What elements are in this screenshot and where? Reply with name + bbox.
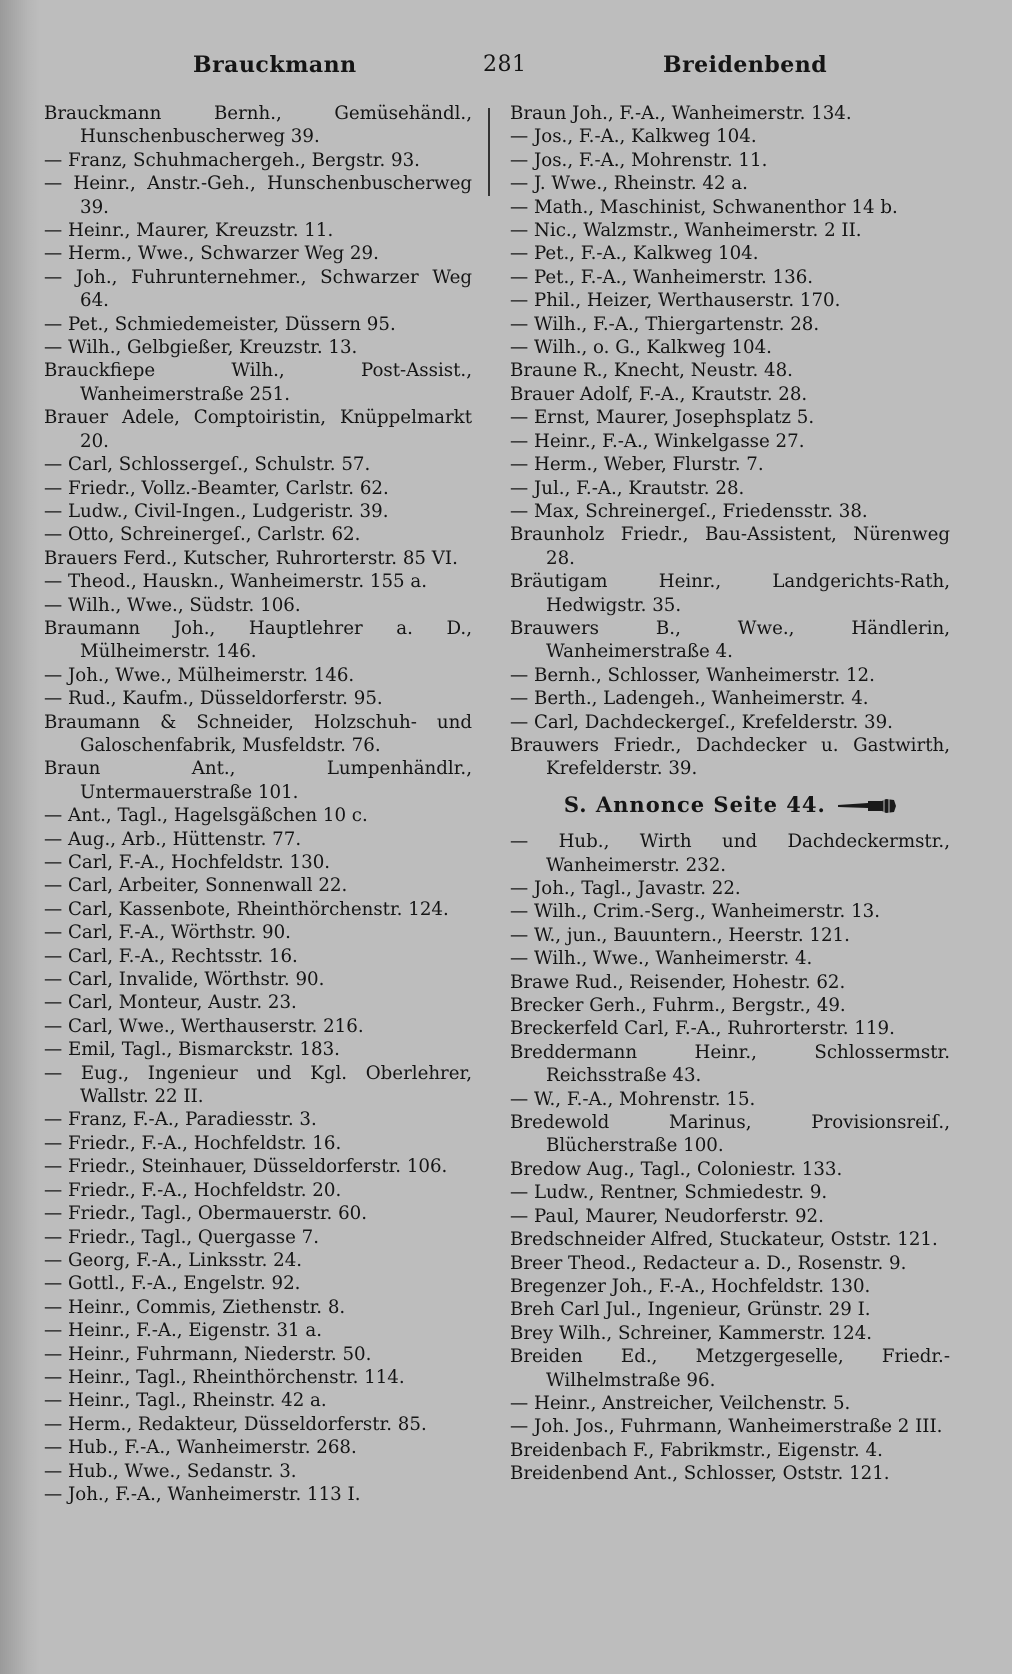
list-item: — Jos., F.-A., Mohrenstr. 11. [510, 149, 768, 171]
list-item: — Carl, Monteur, Austr. 23. [44, 992, 297, 1014]
list-item: Brauckfiepe Wilh., Post-Assist., Wanheimerstraße 251. [44, 360, 472, 405]
list-item: — Jos., F.-A., Kalkweg 104. [510, 126, 757, 148]
list-item: — Nic., Walzmstr., Wanheimerstr. 2 II. [510, 220, 862, 242]
list-item: — Wilh., o. G., Kalkweg 104. [510, 337, 772, 359]
list-item: Brey Wilh., Schreiner, Kammerstr. 124. [510, 1322, 873, 1344]
page-edge-shadow [0, 0, 40, 1674]
list-item: — Franz, F.-A., Paradiesstr. 3. [44, 1109, 317, 1131]
list-item: — Rud., Kaufm., Düsseldorferstr. 95. [44, 688, 383, 710]
list-item: — Heinr., Tagl., Rheinthörchenstr. 114. [44, 1366, 405, 1388]
list-item: — Friedr., Tagl., Obermauerstr. 60. [44, 1203, 368, 1225]
list-item: — Herm., Weber, Flurstr. 7. [510, 454, 764, 476]
list-item: — Pet., F.-A., Wanheimerstr. 136. [510, 266, 814, 288]
list-item: Breddermann Heinr., Schlossermstr. Reichsstraße 43. [510, 1041, 950, 1087]
list-item: — Carl, Kassenbote, Rheinthörchenstr. 124. [44, 898, 449, 920]
list-item: Braune R., Knecht, Neustr. 48. [510, 360, 793, 382]
list-item: — Heinr., Maurer, Kreuzstr. 11. [44, 220, 334, 242]
list-item: Braumann & Schneider, Holzschuh- und Galoschenfabrik, Musfeldstr. 76. [44, 711, 472, 756]
list-item: — Ernst, Maurer, Josephsplatz 5. [510, 407, 815, 429]
list-item: — Jul., F.-A., Krautstr. 28. [510, 477, 745, 499]
list-item: Bredewold Marinus, Provisionsreiſ., Blücherstraße 100. [510, 1112, 950, 1157]
notice-text: S. Annonce Seite 44. [563, 791, 826, 817]
list-item: Braun Ant., Lumpenhändlr., Untermauerstraße 101. [44, 758, 472, 803]
list-item: — Hub., Wirth und Dachdeckermstr., Wanheimerstr. 232. [510, 831, 950, 876]
list-item: Breidenbend Ant., Schlosser, Oststr. 121. [510, 1463, 890, 1485]
list-item: Brauer Adolf, F.-A., Krautstr. 28. [510, 383, 808, 405]
list-item: — Math., Maschinist, Schwanenthor 14 b. [510, 196, 898, 218]
list-item: — Max, Schreinergeſ., Friedensstr. 38. [510, 500, 868, 522]
list-item: — Ludw., Rentner, Schmiedestr. 9. [510, 1182, 828, 1204]
list-item: — Berth., Ladengeh., Wanheimerstr. 4. [510, 688, 869, 710]
list-item: — Carl, Arbeiter, Sonnenwall 22. [44, 875, 348, 897]
column-divider [488, 108, 490, 196]
list-item: — Aug., Arb., Hüttenstr. 77. [44, 828, 302, 850]
list-item: — Eug., Ingenieur und Kgl. Oberlehrer, Wallstr. 22 II. [44, 1062, 472, 1108]
list-item: — Gottl., F.-A., Engelstr. 92. [44, 1273, 301, 1295]
list-item: — Heinr., Fuhrmann, Niederstr. 50. [44, 1343, 372, 1365]
list-item: — Carl, F.-A., Wörthstr. 90. [44, 922, 291, 944]
right-column [510, 102, 950, 1486]
list-item: — Wilh., Gelbgießer, Kreuzstr. 13. [44, 337, 358, 359]
list-item: Brecker Gerh., Fuhrm., Bergstr., 49. [510, 995, 846, 1017]
list-item: Braun Joh., F.-A., Wanheimerstr. 134. [510, 103, 852, 124]
list-item: — Franz, Schuhmachergeh., Bergstr. 93. [44, 149, 420, 171]
list-item: — Wilh., Wwe., Südstr. 106. [44, 594, 301, 616]
list-item: Braunholz Friedr., Bau-Assistent, Nürenweg 28. [510, 524, 950, 569]
header-right-word: Breidenbend [663, 52, 828, 78]
list-item: Bredschneider Alfred, Stuckateur, Oststr. 121. [510, 1229, 938, 1251]
list-item: — Carl, F.-A., Hochfeldstr. 130. [44, 852, 331, 873]
list-item: — W., jun., Bauuntern., Heerstr. 121. [510, 924, 850, 946]
list-item: Braumann Joh., Hauptlehrer a. D., Mülheimerstr. 146. [44, 617, 472, 663]
list-item: — Paul, Maurer, Neudorferstr. 92. [510, 1205, 824, 1227]
list-item: — Hub., Wwe., Sedanstr. 3. [44, 1460, 297, 1482]
list-item: — Heinr., F.-A., Winkelgasse 27. [510, 430, 805, 452]
header-left-word: Brauckmann [193, 52, 357, 78]
list-item: Breiden Ed., Metzgergeselle, Friedr.-Wilhelmstraße 96. [510, 1346, 950, 1391]
list-item: Brawe Rud., Reisender, Hohestr. 62. [510, 971, 846, 993]
list-item: — Friedr., Tagl., Quergasse 7. [44, 1226, 320, 1248]
list-item: — Herm., Wwe., Schwarzer Weg 29. [44, 243, 379, 265]
list-item: — Bernh., Schlosser, Wanheimerstr. 12. [510, 664, 875, 686]
list-item: — Ludw., Civil-Ingen., Ludgeristr. 39. [44, 500, 389, 522]
list-item: Bredow Aug., Tagl., Coloniestr. 133. [510, 1158, 843, 1180]
list-item: Breer Theod., Redacteur a. D., Rosenstr. 9. [510, 1252, 907, 1274]
list-item: — Joh., Tagl., Javastr. 22. [510, 878, 741, 899]
list-item: — Joh., F.-A., Wanheimerstr. 113 I. [44, 1483, 361, 1505]
list-item: — Joh. Jos., Fuhrmann, Wanheimerstraße 2 III. [510, 1416, 943, 1438]
list-item: — Carl, Wwe., Werthauserstr. 216. [44, 1015, 364, 1037]
list-item: — W., F.-A., Mohrenstr. 15. [510, 1088, 756, 1110]
list-item: — Heinr., Tagl., Rheinstr. 42 a. [44, 1390, 327, 1412]
list-item: Breh Carl Jul., Ingenieur, Grünstr. 29 I. [510, 1299, 871, 1321]
list-item: — Herm., Redakteur, Düsseldorferstr. 85. [44, 1413, 427, 1435]
list-item: — Emil, Tagl., Bismarckstr. 183. [44, 1039, 340, 1061]
list-item: — Pet., Schmiedemeister, Düssern 95. [44, 313, 396, 335]
list-item: — Friedr., Steinhauer, Düsseldorferstr. 106. [44, 1156, 448, 1178]
list-item: Brauckmann Bernh., Gemüsehändl., Hunschenbuscherweg 39. [44, 103, 472, 148]
list-item: — Georg, F.-A., Linksstr. 24. [44, 1249, 303, 1271]
list-item: — J. Wwe., Rheinstr. 42 a. [510, 173, 748, 195]
list-item: Breidenbach F., Fabrikmstr., Eigenstr. 4. [510, 1439, 883, 1461]
list-item: — Joh., Fuhrunternehmer., Schwarzer Weg 64. [44, 266, 472, 312]
list-item: Brauer Adele, Comptoiristin, Knüppelmarkt 20. [44, 407, 472, 452]
list-item: — Friedr., F.-A., Hochfeldstr. 16. [44, 1132, 342, 1154]
list-item: — Wilh., Wwe., Wanheimerstr. 4. [510, 948, 813, 970]
list-item: Breckerfeld Carl, F.-A., Ruhrorterstr. 119. [510, 1018, 895, 1040]
list-item: — Joh., Wwe., Mülheimerstr. 146. [44, 664, 355, 686]
list-item: — Wilh., F.-A., Thiergartenstr. 28. [510, 313, 820, 335]
list-item: — Phil., Heizer, Werthauserstr. 170. [510, 290, 841, 312]
pointing-hand-icon [838, 798, 896, 814]
list-item: — Friedr., Vollz.-Beamter, Carlstr. 62. [44, 477, 389, 499]
left-column [44, 102, 472, 1506]
list-item: — Heinr., F.-A., Eigenstr. 31 a. [44, 1320, 323, 1342]
list-item: — Heinr., Anstr.-Geh., Hunschenbuscherweg 39. [44, 173, 472, 218]
list-item: — Heinr., Anstreicher, Veilchenstr. 5. [510, 1392, 851, 1414]
list-item: Brauwers Friedr., Dachdecker u. Gastwirth, Krefelderstr. 39. [510, 734, 950, 780]
list-item: — Carl, F.-A., Rechtsstr. 16. [44, 945, 298, 967]
advertisement-notice [510, 793, 950, 816]
page-number: 281 [483, 52, 527, 77]
list-item: — Carl, Dachdeckergeſ., Krefelderstr. 39. [510, 711, 893, 733]
list-item: — Friedr., F.-A., Hochfeldstr. 20. [44, 1179, 342, 1201]
list-item: — Hub., F.-A., Wanheimerstr. 268. [44, 1437, 357, 1459]
list-item: — Theod., Hauskn., Wanheimerstr. 155 a. [44, 571, 428, 593]
page-header [45, 52, 1000, 88]
list-item: — Carl, Invalide, Wörthstr. 90. [44, 969, 325, 991]
list-item: Brauwers B., Wwe., Händlerin, Wanheimerstraße 4. [510, 617, 950, 663]
list-item: Brauers Ferd., Kutscher, Ruhrorterstr. 85 VI. [44, 547, 458, 569]
list-item: — Otto, Schreinergeſ., Carlstr. 62. [44, 524, 361, 546]
list-item: — Carl, Schlossergeſ., Schulstr. 57. [44, 454, 371, 476]
list-item: — Ant., Tagl., Hagelsgäßchen 10 c. [44, 805, 368, 827]
list-item: Bregenzer Joh., F.-A., Hochfeldstr. 130. [510, 1275, 871, 1297]
list-item: — Pet., F.-A., Kalkweg 104. [510, 243, 759, 265]
list-item: Bräutigam Heinr., Landgerichts-Rath, Hedwigstr. 35. [510, 571, 950, 616]
list-item: — Wilh., Crim.-Serg., Wanheimerstr. 13. [510, 901, 881, 923]
list-item: — Heinr., Commis, Ziethenstr. 8. [44, 1296, 346, 1318]
